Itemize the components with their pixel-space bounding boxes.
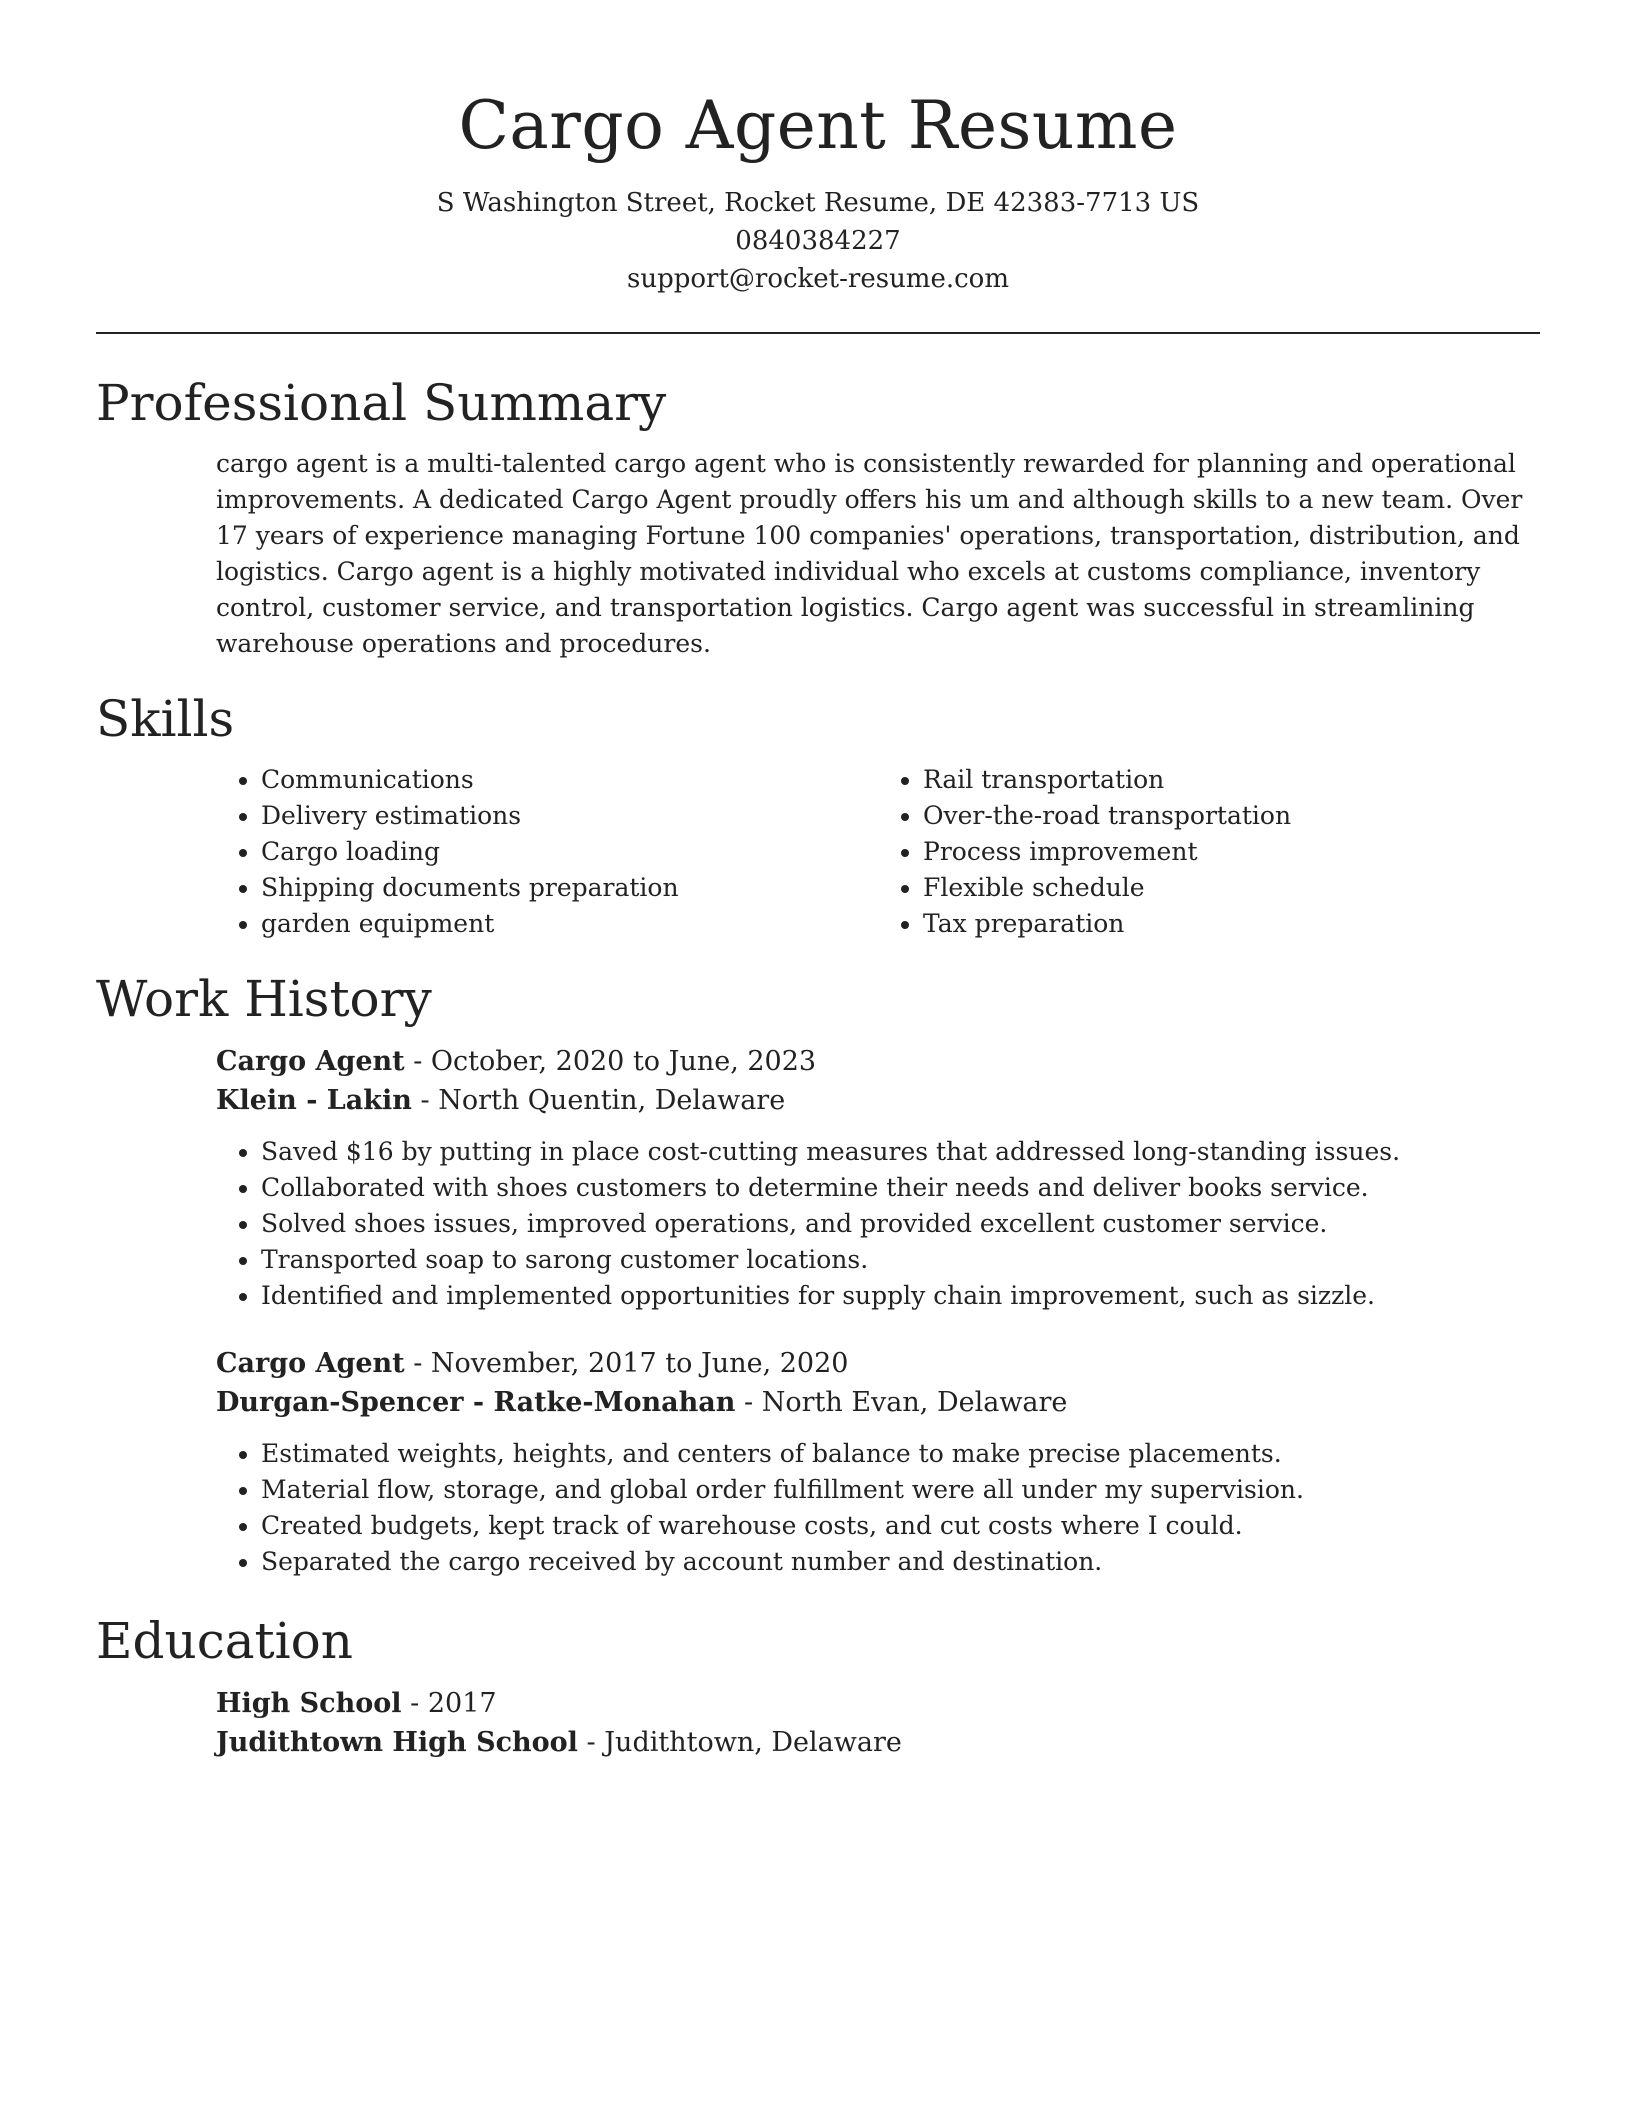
summary-heading: Professional Summary [96, 374, 667, 432]
skill-item: • Shipping documents preparation [261, 870, 878, 906]
job-bullets [216, 1134, 1540, 1314]
skill-item: • Over-the-road transportation [923, 798, 1540, 834]
education-section [96, 1610, 1540, 1762]
skill-item: • Rail transportation [923, 762, 1540, 798]
job-dates: November, 2017 to June, 2020 [430, 1348, 849, 1379]
job-location: North Evan, Delaware [761, 1387, 1068, 1418]
separator: - [744, 1387, 762, 1418]
contact-phone: 0840384227 [735, 226, 901, 256]
work-history-section [96, 968, 1540, 1580]
contact-address: S Washington Street, Rocket Resume, DE 42383-7713 US [436, 188, 1200, 218]
education-heading: Education [96, 1612, 353, 1670]
separator: - [420, 1085, 439, 1116]
job-dates: October, 2020 to June, 2023 [430, 1046, 817, 1077]
job-entry [216, 1344, 1540, 1580]
job-bullet: • Transported soap to sarong customer locations. [261, 1242, 1540, 1278]
skill-item: • garden equipment [261, 906, 878, 942]
skills-section [96, 688, 1540, 942]
skill-item: • Tax preparation [923, 906, 1540, 942]
skill-item: • Flexible schedule [923, 870, 1540, 906]
resume-header [96, 80, 1540, 298]
job-bullet: • Created budgets, kept track of warehouse costs, and cut costs where I could. [261, 1508, 1540, 1544]
job-bullet: • Material flow, storage, and global order fulfillment were all under my supervision. [261, 1472, 1540, 1508]
job-bullet: • Identified and implemented opportunities for supply chain improvement, such as sizzle. [261, 1278, 1540, 1314]
education-degree-line [216, 1684, 1540, 1723]
job-bullet: • Solved shoes issues, improved operations, and provided excellent customer service. [261, 1206, 1540, 1242]
job-company: Klein - Lakin [216, 1085, 412, 1116]
job-entry [216, 1042, 1540, 1314]
skill-item: • Communications [261, 762, 878, 798]
summary-section [96, 372, 1540, 662]
job-title: Cargo Agent [216, 1348, 405, 1379]
separator: - [413, 1046, 431, 1077]
separator: - [410, 1688, 428, 1719]
skills-list-left [216, 762, 878, 942]
education-degree: High School [216, 1688, 402, 1719]
job-title-line [216, 1042, 1540, 1081]
job-company: Durgan-Spencer - Ratke-Monahan [216, 1387, 736, 1418]
resume-page [96, 80, 1540, 1762]
skills-heading: Skills [96, 690, 235, 748]
job-title: Cargo Agent [216, 1046, 405, 1077]
separator: - [586, 1727, 605, 1758]
resume-title: Cargo Agent Resume [458, 87, 1178, 164]
separator: - [413, 1348, 431, 1379]
skills-list-right [878, 762, 1540, 942]
job-company-line [216, 1383, 1540, 1422]
job-title-line [216, 1344, 1540, 1383]
job-location: North Quentin, Delaware [438, 1085, 786, 1116]
header-divider [96, 332, 1540, 334]
job-company-line [216, 1081, 1540, 1120]
education-school: Judithtown High School [216, 1727, 578, 1758]
skill-item: • Process improvement [923, 834, 1540, 870]
summary-text: cargo agent is a multi-talented cargo agent who is consistently rewarded for planning and operational improvements. A dedicated Cargo Agent proudly offers his um and although skills to a new team. Over 17 years of experience managing Fortune 100 companies' operations, transportation, distribution, and logistics. Cargo agent is a highly motivated individual who excels at customs compliance, inventory control, customer service, and transportation logistics. Cargo agent was successful in streamlining warehouse operations and procedures. [216, 449, 1523, 658]
work-history-heading: Work History [96, 970, 432, 1028]
skills-grid [216, 762, 1540, 942]
job-bullet: • Collaborated with shoes customers to determine their needs and deliver books service. [261, 1170, 1540, 1206]
job-bullet: • Estimated weights, heights, and centers of balance to make precise placements. [261, 1436, 1540, 1472]
skill-item: • Cargo loading [261, 834, 878, 870]
job-bullet: • Saved $16 by putting in place cost-cutting measures that addressed long-standing issues. [261, 1134, 1540, 1170]
job-bullets [216, 1436, 1540, 1580]
job-bullet: • Separated the cargo received by account number and destination. [261, 1544, 1540, 1580]
education-year: 2017 [427, 1688, 497, 1719]
skill-item: • Delivery estimations [261, 798, 878, 834]
education-school-line [216, 1723, 1540, 1762]
education-location: Judithtown, Delaware [604, 1727, 902, 1758]
contact-email: support@rocket-resume.com [626, 264, 1009, 294]
